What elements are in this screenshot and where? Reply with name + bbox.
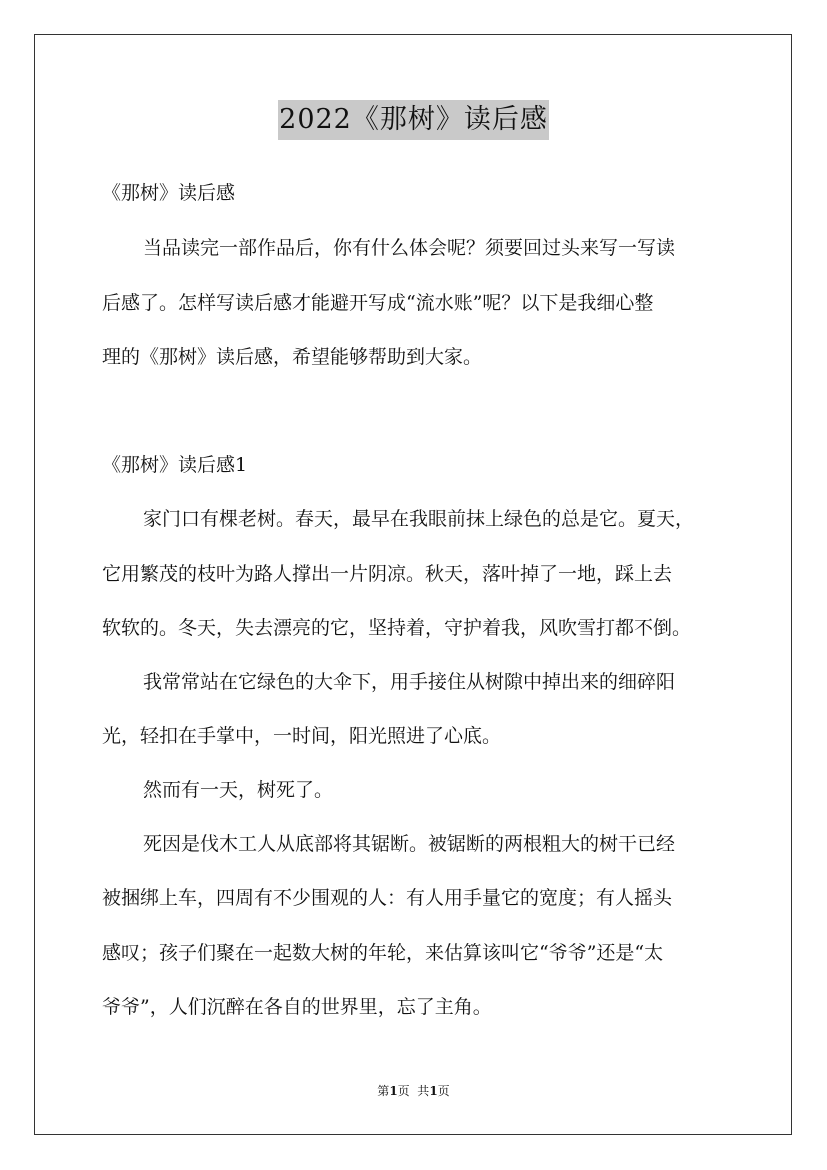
paragraph-4-line-3: 感叹；孩子们聚在一起数大树的年轮，来估算该叫它“爷爷”还是“太 <box>102 942 664 964</box>
document-title-wrapper <box>0 100 827 140</box>
paragraph-4-line-1: 死因是伐木工人从底部将其锯断。被锯断的两根粗大的树干已经 <box>143 833 676 855</box>
footer-suffix: 页 <box>437 1084 450 1098</box>
intro-line-2: 后感了。怎样写读后感才能避开写成“流水账”呢？以下是我细心整 <box>102 292 654 314</box>
intro-line-3: 理的《那树》读后感，希望能够帮助到大家。 <box>102 346 483 368</box>
subtitle: 《那树》读后感 <box>102 182 236 204</box>
paragraph-1-line-1: 家门口有棵老树。春天，最早在我眼前抹上绿色的总是它。夏天， <box>143 508 695 530</box>
paragraph-2-line-1: 我常常站在它绿色的大伞下，用手接住从树隙中掉出来的细碎阳 <box>143 671 676 693</box>
paragraph-1-line-2: 它用繁茂的枝叶为路人撑出一片阴凉。秋天，落叶掉了一地，踩上去 <box>102 563 673 585</box>
page-footer <box>0 1083 827 1099</box>
paragraph-1-line-3: 软软的。冬天，失去漂亮的它，坚持着，守护着我，风吹雪打都不倒。 <box>102 617 692 639</box>
footer-total-pages: 1 <box>429 1084 438 1098</box>
paragraph-2-line-2: 光，轻扣在手掌中，一时间，阳光照进了心底。 <box>102 725 502 747</box>
section-heading: 《那树》读后感1 <box>102 454 248 476</box>
footer-page-number: 1 <box>389 1084 398 1098</box>
paragraph-4-line-4: 爷爷”，人们沉醉在各自的世界里，忘了主角。 <box>102 996 492 1018</box>
paragraph-4-line-2: 被捆绑上车，四周有不少围观的人：有人用手量它的宽度；有人摇头 <box>102 887 673 909</box>
footer-mid: 页 共 <box>397 1084 430 1098</box>
paragraph-3-line-1: 然而有一天，树死了。 <box>143 779 334 801</box>
document-title: 2022《那树》读后感 <box>278 100 549 140</box>
footer-prefix: 第 <box>377 1084 390 1098</box>
intro-line-1: 当品读完一部作品后，你有什么体会呢？须要回过头来写一写读 <box>143 237 676 259</box>
